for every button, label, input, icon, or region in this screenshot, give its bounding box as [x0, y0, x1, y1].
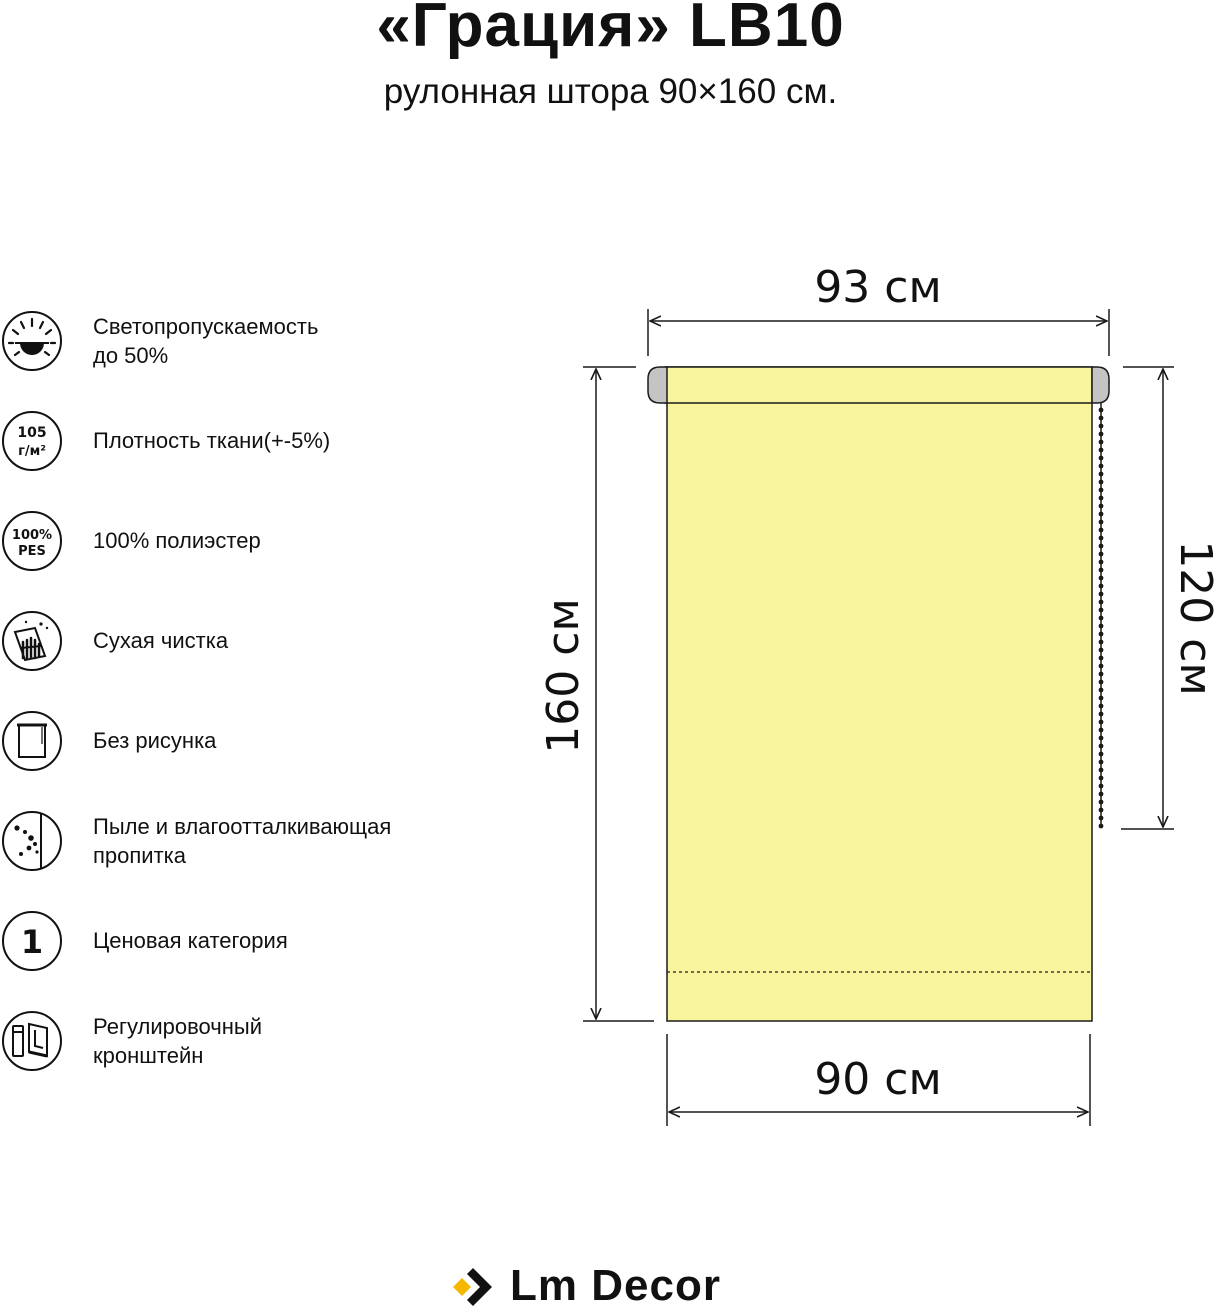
chain-bead — [1099, 464, 1104, 469]
price-category-value: 1 — [20, 923, 44, 961]
brand-name: Lm Decor — [510, 1261, 721, 1310]
chain-bead — [1099, 768, 1104, 773]
chain-bead — [1099, 680, 1104, 685]
polyester-icon-percent: 100% — [11, 528, 53, 543]
feature-label: 100% полиэстер — [93, 528, 261, 553]
chain-bead — [1099, 784, 1104, 789]
chain-bead — [1099, 632, 1104, 637]
chain-bead — [1099, 696, 1104, 701]
product-title: «Грация» LB10 — [376, 0, 845, 60]
feature-label: Регулировочный — [93, 1014, 262, 1039]
blind-fabric — [667, 367, 1092, 1021]
chain-bead — [1099, 488, 1104, 493]
polyester-icon-code: PES — [18, 544, 46, 559]
density-icon-value: 105 — [17, 425, 47, 441]
brand-logo — [450, 1258, 790, 1314]
chain-bead — [1099, 448, 1104, 453]
feature-label: Без рисунка — [93, 728, 217, 753]
chain-bead — [1099, 592, 1104, 597]
chain-bead — [1099, 576, 1104, 581]
chain-bead — [1099, 760, 1104, 765]
chain-bead — [1099, 544, 1104, 549]
chain-bead — [1099, 808, 1104, 813]
product-subtitle: рулонная штора 90×160 см. — [383, 72, 838, 111]
chain-bead — [1099, 504, 1104, 509]
chain-bead — [1099, 736, 1104, 741]
fabric-width-dimension — [667, 1034, 1090, 1126]
chain-bead — [1099, 816, 1104, 821]
chain-bead — [1099, 776, 1104, 781]
chain-bead — [1099, 416, 1104, 421]
chain-bead — [1099, 752, 1104, 757]
chain-bead — [1099, 584, 1104, 589]
chain-bead — [1099, 536, 1104, 541]
chain-bead — [1099, 480, 1104, 485]
chain-bead — [1099, 432, 1104, 437]
chain-bead — [1099, 672, 1104, 677]
chain-bead — [1099, 440, 1104, 445]
top-width-dimension — [648, 262, 1109, 356]
chain-bead — [1099, 424, 1104, 429]
chain-length-dimension — [1121, 367, 1221, 829]
chain-bead — [1099, 712, 1104, 717]
roller-tube — [665, 367, 1092, 403]
chain-bead — [1099, 520, 1104, 525]
chain-bead — [1099, 456, 1104, 461]
feature-label: Пыле и влагоотталкивающая — [93, 814, 392, 839]
chain-bead — [1099, 528, 1104, 533]
chain-bead — [1099, 688, 1104, 693]
chain-bead — [1099, 568, 1104, 573]
chain-bead — [1099, 616, 1104, 621]
total-height-label: 160 см — [538, 598, 589, 754]
chain-bead — [1099, 512, 1104, 517]
chain-bead — [1099, 824, 1104, 829]
chain-bead — [1099, 472, 1104, 477]
chain-bead — [1099, 792, 1104, 797]
fabric-width-label: 90 см — [814, 1054, 942, 1105]
brand-mark-icon — [450, 1264, 496, 1310]
chain-bead — [1099, 496, 1104, 501]
feature-label: Ценовая категория — [93, 928, 288, 953]
roller-cap-right — [1092, 367, 1109, 403]
feature-label: Светопропускаемость — [93, 314, 319, 339]
chain-bead — [1099, 648, 1104, 653]
feature-label: Плотность ткани(+-5%) — [93, 428, 331, 453]
control-chain[interactable] — [1099, 403, 1104, 828]
feature-label: пропитка — [93, 843, 187, 868]
chain-bead — [1099, 720, 1104, 725]
chain-bead — [1099, 608, 1104, 613]
roller-cap-left — [648, 367, 667, 403]
chain-bead — [1099, 728, 1104, 733]
chain-bead — [1099, 640, 1104, 645]
chain-length-label: 120 см — [1170, 540, 1221, 696]
chain-bead — [1099, 624, 1104, 629]
chain-bead — [1099, 552, 1104, 557]
feature-label: до 50% — [93, 343, 169, 368]
chain-bead — [1099, 656, 1104, 661]
chain-bead — [1099, 800, 1104, 805]
chain-bead — [1099, 560, 1104, 565]
feature-label: Сухая чистка — [93, 628, 229, 653]
total-height-dimension — [538, 367, 654, 1021]
chain-bead — [1099, 600, 1104, 605]
feature-label: кронштейн — [93, 1043, 204, 1068]
top-width-label: 93 см — [814, 262, 942, 313]
density-icon-unit: г/м² — [18, 444, 46, 459]
chain-bead — [1099, 664, 1104, 669]
chain-bead — [1099, 704, 1104, 709]
chain-bead — [1099, 744, 1104, 749]
chain-bead — [1099, 408, 1104, 413]
